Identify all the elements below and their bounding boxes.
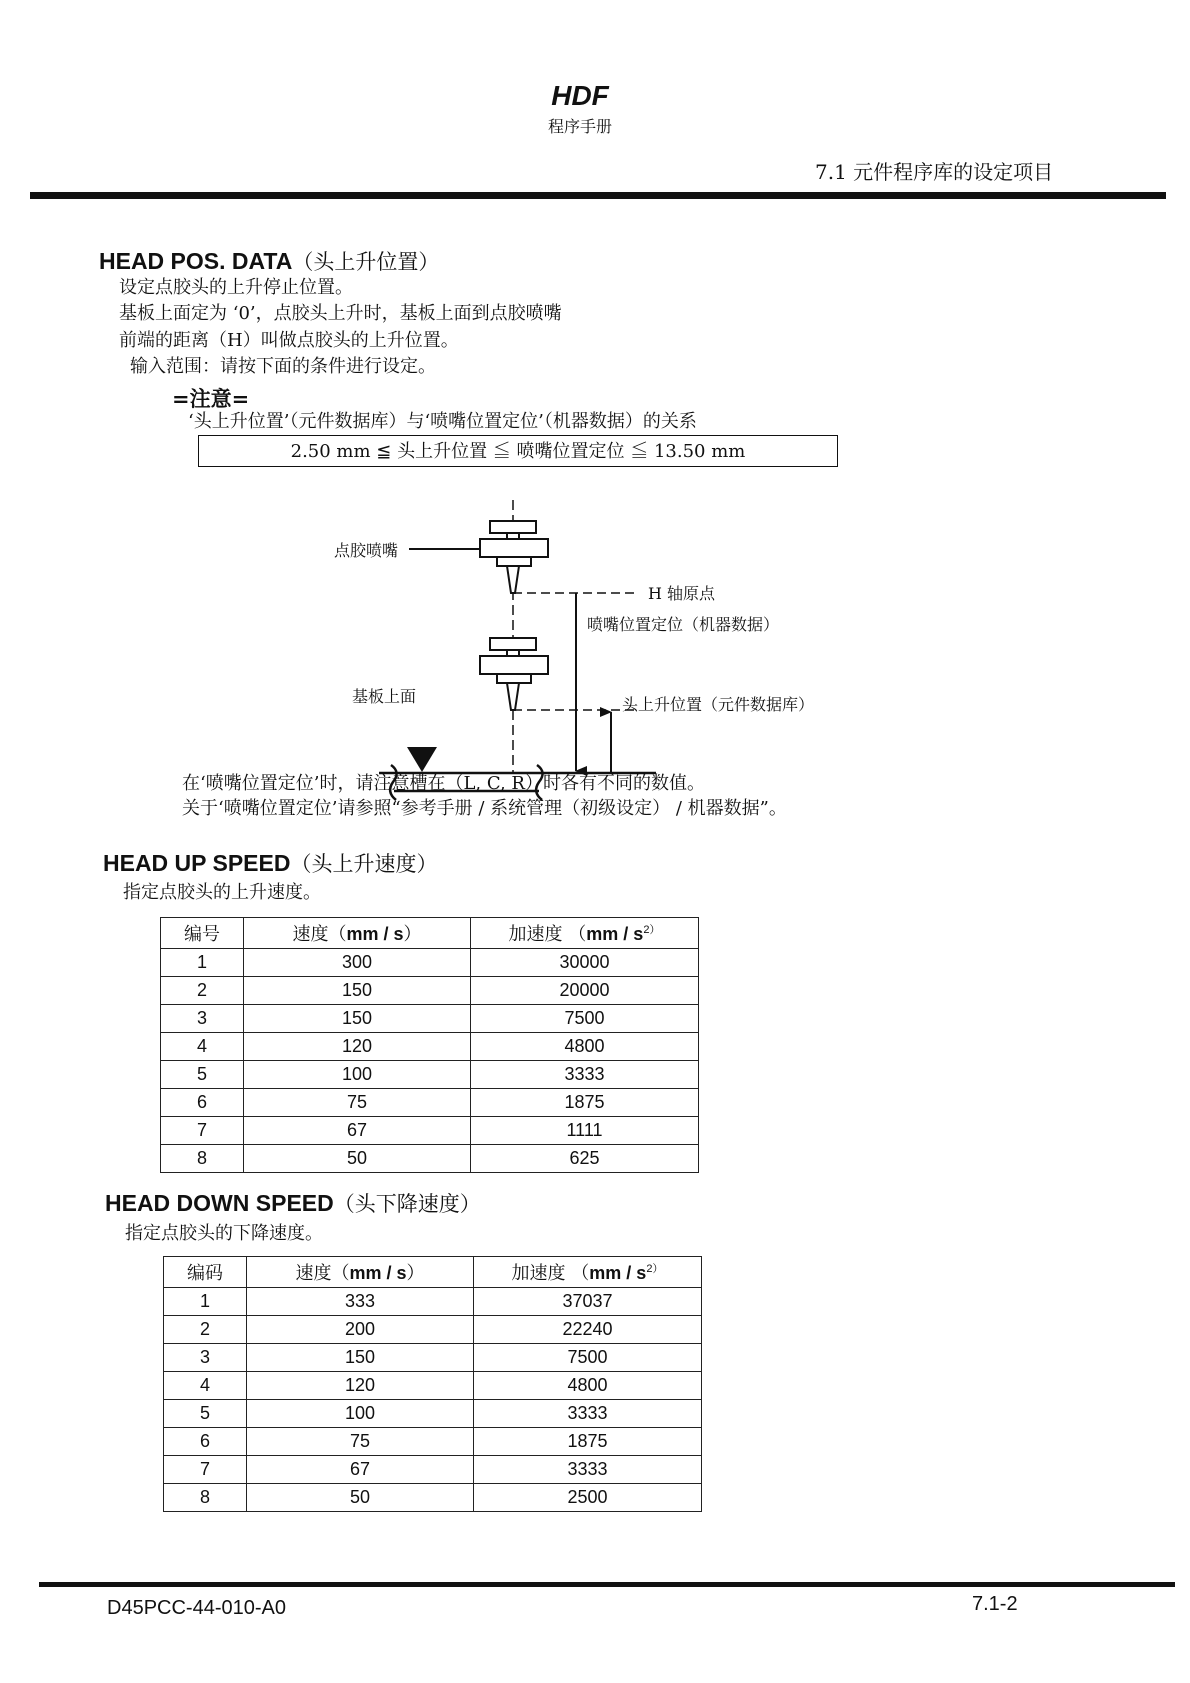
cell-no: 5 [164,1400,247,1428]
col-header-speed: 速度（mm / s） [244,918,471,949]
nozzle-pos-label: 喷嘴位置定位（机器数据） [587,615,780,634]
heading-cn: （头下降速度） [333,1192,481,1216]
heading-cn: （头上升位置） [292,250,440,274]
cell-no: 6 [164,1428,247,1456]
cell-accel: 3333 [474,1400,702,1428]
cell-speed: 75 [247,1428,474,1456]
cell-speed: 75 [244,1089,471,1117]
cell-speed: 67 [244,1117,471,1145]
cell-accel: 30000 [471,949,699,977]
cell-accel: 1875 [474,1428,702,1456]
nozzle-icon-lower [480,638,548,710]
cell-accel: 4800 [471,1033,699,1061]
table-row [164,1316,702,1344]
doc-subtitle: 程序手册 [547,117,612,136]
table-row [164,1372,702,1400]
cell-speed: 50 [247,1484,474,1512]
cell-accel: 22240 [474,1316,702,1344]
table-header-row [161,918,699,949]
cell-speed: 100 [244,1061,471,1089]
table-row [164,1428,702,1456]
col-header-accel: 加速度 （$mm / s^{2)}$ [474,1257,702,1288]
cell-no: 1 [164,1288,247,1316]
cell-accel: 625 [471,1145,699,1173]
paragraph-line: 设定点胶头的上升停止位置。 [119,277,353,298]
heading-text: HEAD UP SPEED [103,850,291,876]
note-formula: 2.50 mm ≦ 头上升位置 ≦ 喷嘴位置定位 ≦ 13.50 mm [290,441,746,462]
col-header-speed: 速度（mm / s） [247,1257,474,1288]
table-row [161,1005,699,1033]
paragraph-line: 输入范围：请按下面的条件进行设定。 [130,356,436,377]
cell-speed: 120 [247,1372,474,1400]
cell-no: 4 [161,1033,244,1061]
cell-no: 8 [164,1484,247,1512]
page-number: 7.1-2 [972,1593,1018,1615]
cell-no: 2 [161,977,244,1005]
footer-rule [39,1582,1175,1587]
table-row [161,949,699,977]
cell-accel: 4800 [474,1372,702,1400]
head-up-label: 头上升位置（元件数据库） [622,695,815,714]
cell-speed: 50 [244,1145,471,1173]
cell-no: 7 [161,1117,244,1145]
cell-no: 3 [161,1005,244,1033]
cell-speed: 150 [247,1344,474,1372]
remark-line: 在‘喷嘴位置定位’时，请注意槽在（L, C, R）时各有不同的数值。 [182,773,705,794]
cell-accel: 2500 [474,1484,702,1512]
cell-no: 7 [164,1456,247,1484]
col-header-no: 编码 [164,1257,247,1288]
table-row [161,1089,699,1117]
board-label: 基板上面 [352,687,417,706]
cell-accel: 7500 [474,1344,702,1372]
table-row [161,1061,699,1089]
section-description: 指定点胶头的上升速度。 [123,882,321,903]
h-origin-label: H 轴原点 [648,584,716,603]
cell-accel: 1111 [471,1117,699,1145]
section-title: 7.1 元件程序库的设定项目 [815,160,1054,184]
head-down-speed-table [163,1256,702,1512]
table-row [161,1145,699,1173]
cell-accel: 7500 [471,1005,699,1033]
cell-speed: 333 [247,1288,474,1316]
paragraph-line: 基板上面定为 ‘0’，点胶头上升时，基板上面到点胶喷嘴 [119,303,562,324]
col-header-accel: 加速度 （$mm / s^{2)}$ [471,918,699,949]
table-row [164,1344,702,1372]
cell-no: 8 [161,1145,244,1173]
table-row [161,1117,699,1145]
cell-speed: 100 [247,1400,474,1428]
note-title: =注意= [172,386,250,411]
cell-speed: 150 [244,977,471,1005]
table-row [161,1033,699,1061]
cell-no: 4 [164,1372,247,1400]
cell-accel: 1875 [471,1089,699,1117]
doc-title: HDF [551,80,609,111]
head-up-speed-table [160,917,699,1173]
cell-speed: 200 [247,1316,474,1344]
section-heading-head-up [103,848,437,878]
table-row [164,1456,702,1484]
section-heading-head-down [105,1188,481,1218]
note-relation: ‘头上升位置’（元件数据库）与‘喷嘴位置定位’（机器数据）的关系 [188,411,697,432]
remark-line: 关于‘喷嘴位置定位’请参照“参考手册 / 系统管理（初级设定） / 机器数据”。 [182,798,787,819]
heading-text: HEAD POS. DATA [99,248,293,274]
cell-accel: 20000 [471,977,699,1005]
table-header-row [164,1257,702,1288]
cell-no: 5 [161,1061,244,1089]
cell-speed: 150 [244,1005,471,1033]
table-row [164,1400,702,1428]
col-header-no: 编号 [161,918,244,949]
nozzle-icon-upper [480,521,548,593]
section-description: 指定点胶头的下降速度。 [125,1223,323,1244]
board-surface-marker-icon [407,747,437,772]
cell-speed: 300 [244,949,471,977]
heading-text: HEAD DOWN SPEED [105,1190,334,1216]
table-row [164,1484,702,1512]
table-row [164,1288,702,1316]
heading-cn: （头上升速度） [290,852,438,876]
head-position-diagram [0,0,1190,820]
doc-id: D45PCC-44-010-A0 [107,1597,286,1619]
nozzle-label: 点胶喷嘴 [334,541,399,560]
paragraph-line: 前端的距离（H）叫做点胶头的上升位置。 [119,330,459,351]
cell-no: 3 [164,1344,247,1372]
cell-accel: 3333 [474,1456,702,1484]
cell-speed: 120 [244,1033,471,1061]
table-row [161,977,699,1005]
cell-accel: 37037 [474,1288,702,1316]
cell-speed: 67 [247,1456,474,1484]
cell-accel: 3333 [471,1061,699,1089]
cell-no: 2 [164,1316,247,1344]
cell-no: 1 [161,949,244,977]
cell-no: 6 [161,1089,244,1117]
